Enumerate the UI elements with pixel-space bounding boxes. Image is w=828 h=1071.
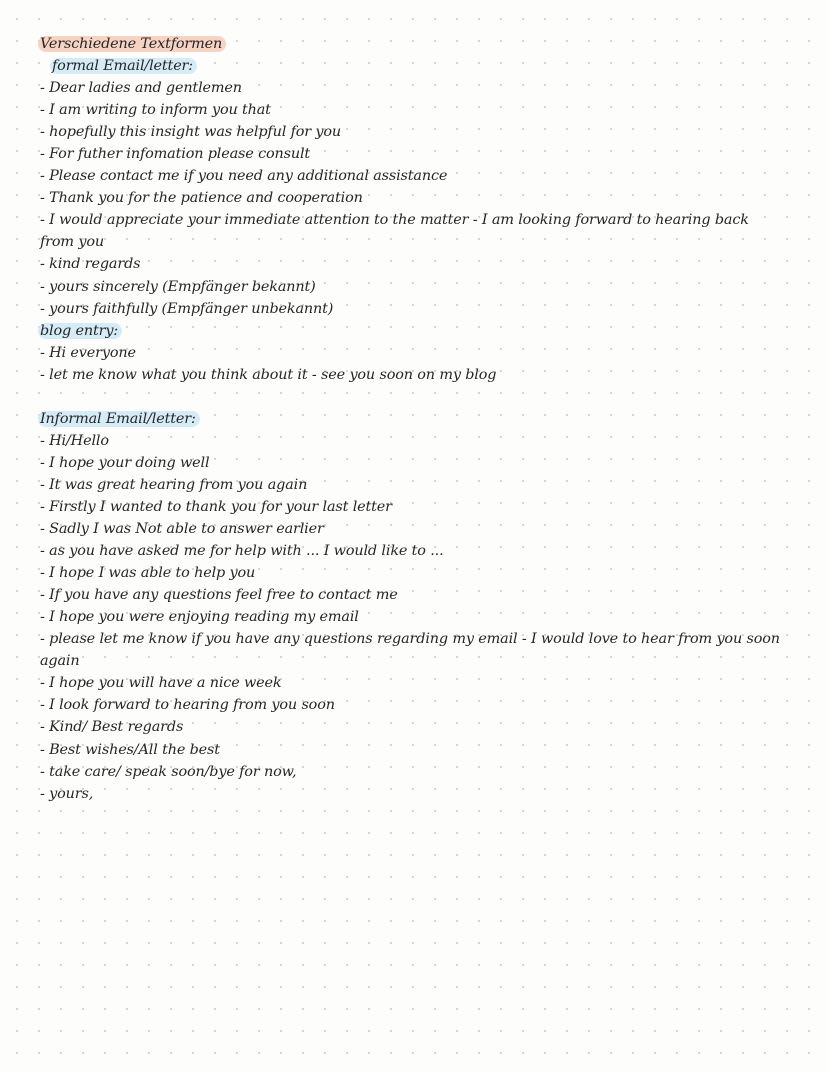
list-item: - I would appreciate your immediate attention to the matter - I am looking forward to hearing back from you <box>40 212 749 251</box>
list-item: - I am writing to inform you that <box>40 102 271 119</box>
list-item: - yours sincerely (Empfänger bekannt) <box>40 278 316 295</box>
list-item: - Please contact me if you need any additional assistance <box>40 168 448 185</box>
note-page <box>40 33 780 805</box>
list-item: - I hope your doing well <box>40 454 210 471</box>
list-item: - For futher infomation please consult <box>40 146 311 163</box>
list-item: - kind regards <box>40 256 141 273</box>
list-item: - Dear ladies and gentlemen <box>40 80 242 97</box>
list-item: - as you have asked me for help with ... I would like to ... <box>40 543 444 560</box>
list-item: - I look forward to hearing from you soon <box>40 697 335 714</box>
list-item: - Kind/ Best regards <box>40 719 184 736</box>
list-item: - I hope you were enjoying reading my email <box>40 609 359 626</box>
list-item: - yours faithfully (Empfänger unbekannt) <box>40 300 334 317</box>
list-item: - yours, <box>40 785 94 802</box>
list-item: - Thank you for the patience and cooperation <box>40 190 363 207</box>
list-item: - let me know what you think about it - see you soon on my blog <box>40 366 497 383</box>
list-item: - Sadly I was Not able to answer earlier <box>40 521 324 538</box>
list-item: - It was great hearing from you again <box>40 476 308 493</box>
title-line <box>40 33 780 55</box>
blog-heading: blog entry: <box>38 323 122 339</box>
list-item: - Firstly I wanted to thank you for your last letter <box>40 498 392 515</box>
list-item: - I hope you will have a nice week <box>40 675 282 692</box>
informal-heading: Informal Email/letter: <box>38 411 200 427</box>
list-item: - Best wishes/All the best <box>40 741 220 758</box>
list-item: - please let me know if you have any questions regarding my email - I would love to hear from you soon again <box>40 631 780 670</box>
blog-heading-line <box>40 320 780 342</box>
list-item: - Hi everyone <box>40 344 136 361</box>
list-item: - hopefully this insight was helpful for you <box>40 124 342 141</box>
list-item: - take care/ speak soon/bye for now, <box>40 763 297 780</box>
list-item: - If you have any questions feel free to contact me <box>40 587 398 604</box>
formal-heading-line <box>40 55 780 77</box>
list-item: - Hi/Hello <box>40 432 109 449</box>
informal-heading-line <box>40 408 780 430</box>
formal-heading: formal Email/letter: <box>50 58 197 74</box>
blank-line <box>40 386 780 408</box>
page-title: Verschiedene Textformen <box>38 36 226 52</box>
list-item: - I hope I was able to help you <box>40 565 256 582</box>
